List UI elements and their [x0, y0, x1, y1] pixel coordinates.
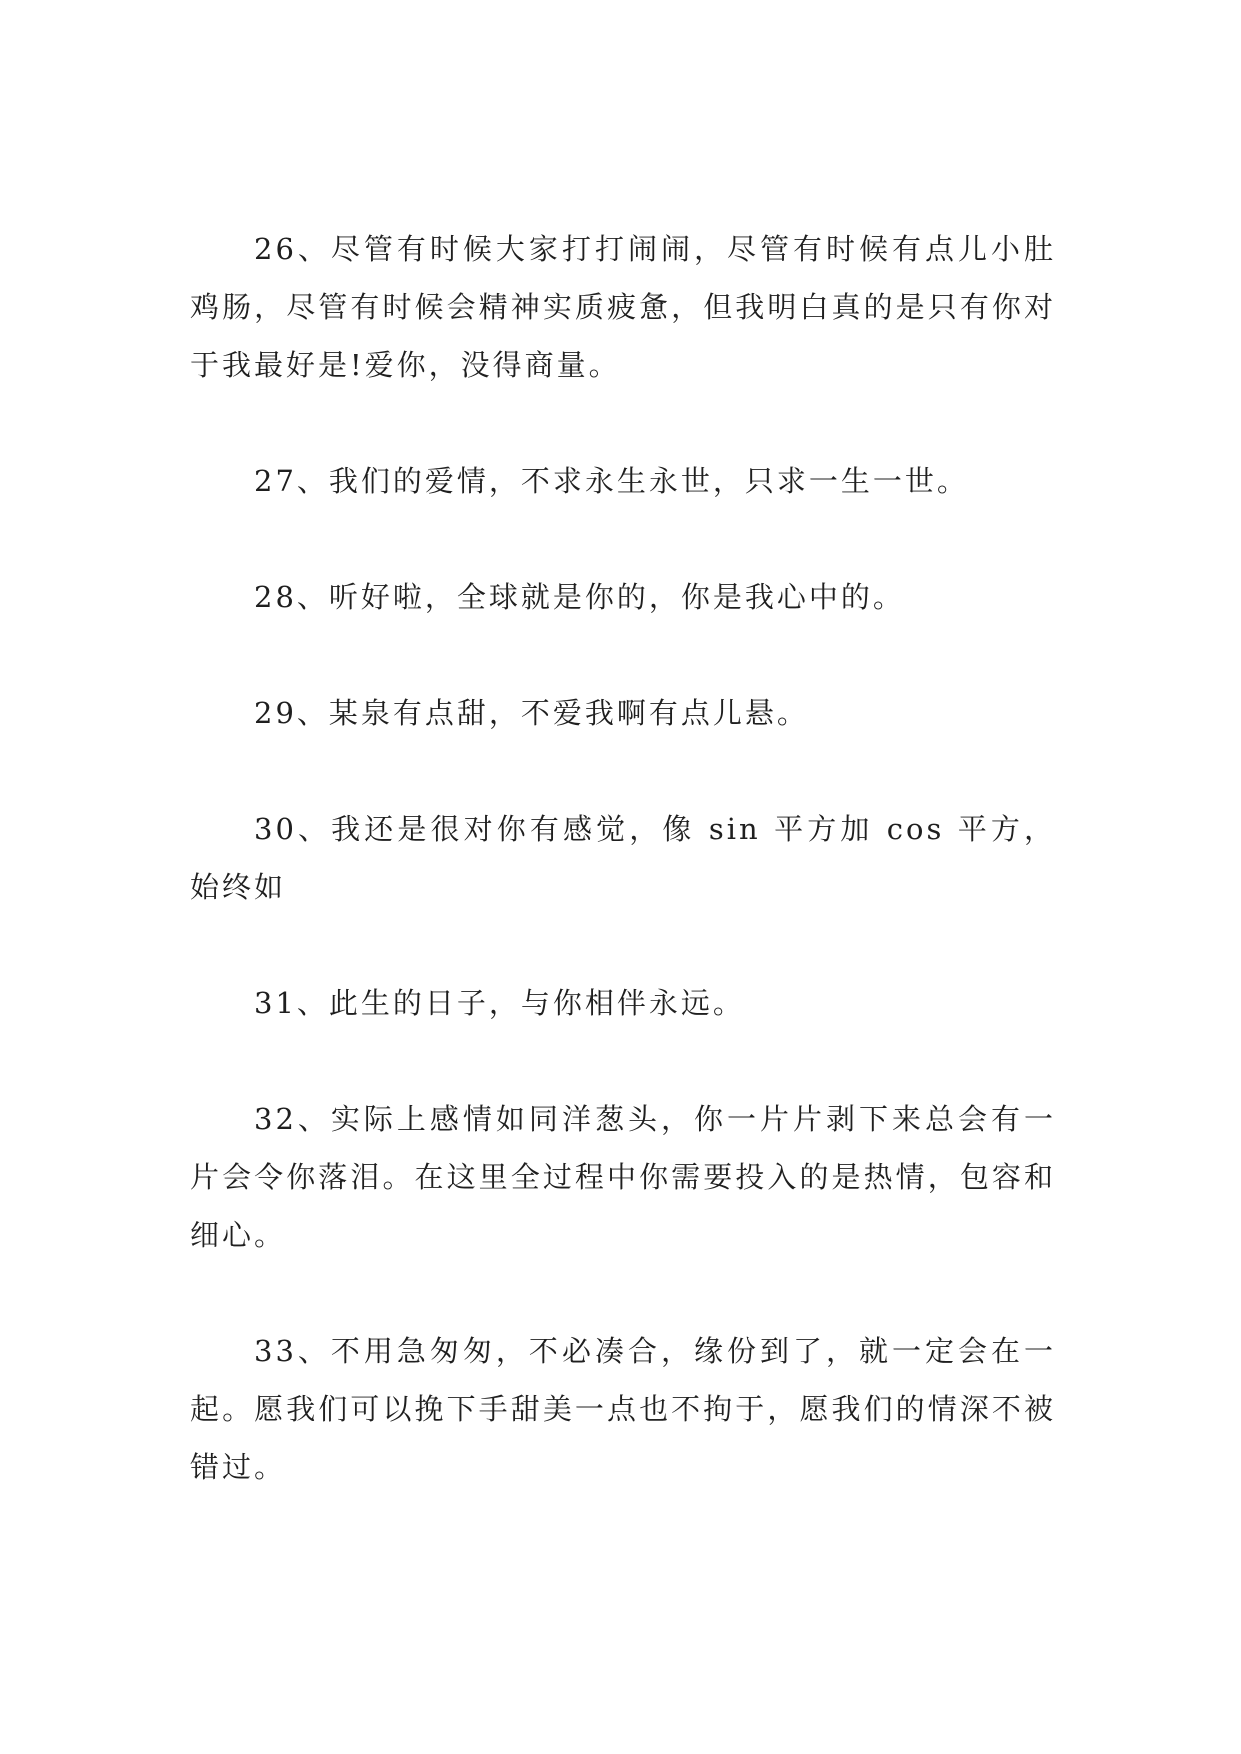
paragraph-33: 33、不用急匆匆，不必凑合，缘份到了，就一定会在一起。愿我们可以挽下手甜美一点也不拘于，愿我们的情深不被错过。	[190, 1334, 1056, 1484]
paragraph-31: 31、此生的日子，与你相伴永远。	[254, 986, 745, 1020]
document-body	[190, 220, 1056, 1554]
paragraph-26: 26、尽管有时候大家打打闹闹，尽管有时候有点儿小肚鸡肠，尽管有时候会精神实质疲惫，但我明白真的是只有你对于我最好是!爱你，没得商量。	[190, 232, 1056, 382]
paragraph-27: 27、我们的爱情，不求永生永世，只求一生一世。	[254, 464, 969, 498]
paragraph-29: 29、某泉有点甜，不爱我啊有点儿悬。	[254, 696, 809, 730]
paragraph-28: 28、听好啦，全球就是你的，你是我心中的。	[254, 580, 905, 614]
paragraph-32: 32、实际上感情如同洋葱头，你一片片剥下来总会有一片会令你落泪。在这里全过程中你需要投入的是热情，包容和细心。	[190, 1102, 1056, 1252]
paragraph-30: 30、我还是很对你有感觉，像 sin 平方加 cos 平方，始终如	[190, 812, 1056, 904]
